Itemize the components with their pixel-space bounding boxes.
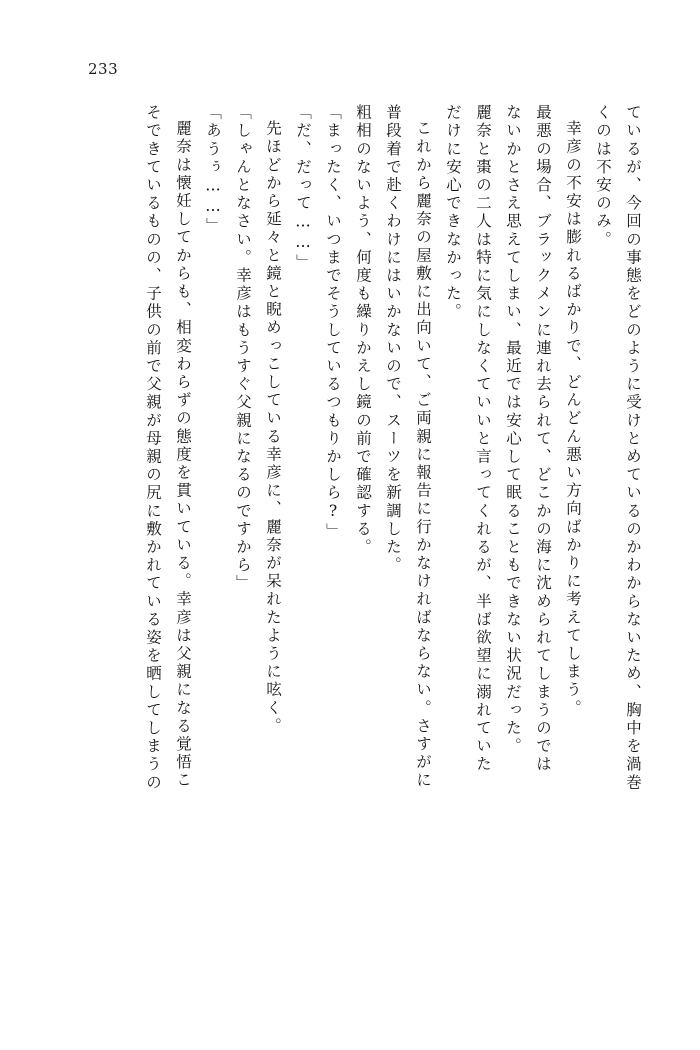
text-line: ているが、今回の事態をどのように受けとめているのかわからないため、胸中を渦巻 bbox=[624, 104, 642, 792]
text-line: 麗奈と棗の二人は特に気にしなくていいと言ってくれるが、半ば欲望に溺れていた bbox=[474, 104, 492, 774]
text-line: そできているものの、子供の前で父親が母親の尻に敷かれている姿を晒してしまうの bbox=[144, 104, 162, 792]
text-line: 「だ、だって……」 bbox=[294, 104, 312, 272]
text-line: 最悪の場合、ブラックメンに連れ去られて、どこかの海に沈められてしまうのでは bbox=[534, 104, 552, 774]
text-line: 粗相のないよう、何度も繰りかえし鏡の前で確認する。 bbox=[354, 104, 372, 557]
page-number: 233 bbox=[88, 60, 119, 78]
text-line: 先ほどから延々と鏡と睨めっこしている幸彦に、麗奈が呆れたように呟く。 bbox=[264, 120, 282, 736]
text-line: 「あうぅ……」 bbox=[204, 104, 222, 236]
text-line: ないかとさえ思えてしまい、最近では安心して眠ることもできない状況だった。 bbox=[504, 104, 522, 756]
text-line: 「しゃんとなさい。幸彦はもうすぐ父親になるのですから」 bbox=[234, 104, 252, 593]
text-line: 幸彦の不安は膨れるばかりで、どんどん悪い方向ばかりに考えてしまう。 bbox=[564, 120, 582, 718]
text-line: 「まったく、いつまでそうしているつもりかしら?」 bbox=[324, 104, 342, 541]
text-line: 普段着で赴くわけにはいかないので、スーツを新調した。 bbox=[384, 104, 402, 575]
text-line: だけに安心できなかった。 bbox=[444, 104, 462, 322]
body-text-block bbox=[58, 104, 648, 984]
text-line: 麗奈は懐妊してからも、相変わらずの態度を貫いている。幸彦は父親になる覚悟こ bbox=[174, 120, 192, 790]
text-line: くのは不安のみ。 bbox=[594, 104, 612, 249]
text-line: これから麗奈の屋敷に出向いて、ご両親に報告に行かなければならない。さすがに bbox=[414, 120, 432, 790]
